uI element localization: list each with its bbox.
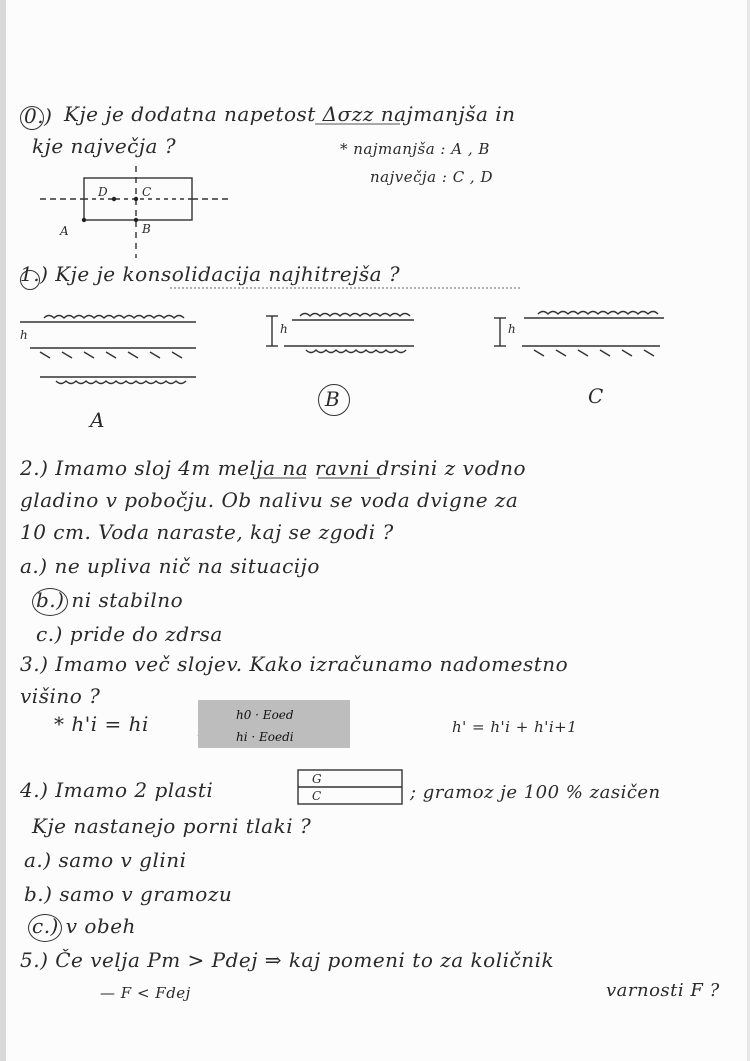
q4-line1-start: 4.) Imamo 2 plasti bbox=[20, 778, 214, 802]
q2-line2: gladino v pobočju. Ob nalivu se voda dvigne za bbox=[20, 488, 519, 512]
sketch-a-bottom-gravel bbox=[56, 381, 186, 384]
sketch-a bbox=[20, 316, 196, 384]
sketch-c-hatch bbox=[534, 350, 654, 356]
label-a: A bbox=[60, 224, 70, 238]
q3-fraction-denominator: hi · Eoedi bbox=[236, 730, 294, 744]
q2-line3: 10 cm. Voda naraste, kaj se zgodi ? bbox=[20, 520, 394, 544]
sketch-a-top-gravel bbox=[44, 316, 184, 319]
q2-option-b: b.) ni stabilno bbox=[36, 588, 184, 612]
sketch-b-top-gravel bbox=[300, 314, 410, 317]
q1-h-left: h bbox=[20, 328, 29, 342]
q4-option-a: a.) samo v glini bbox=[24, 848, 187, 872]
q1-question: 1.) Kje je konsolidacija najhitrejša ? bbox=[20, 262, 401, 286]
q1-h-right: h bbox=[508, 322, 517, 336]
q4-line2: Kje nastanejo porni tlaki ? bbox=[32, 814, 312, 838]
label-b: B bbox=[142, 222, 152, 236]
q4-box-top: G bbox=[312, 772, 323, 786]
q4-line1-end: ; gramoz je 100 % zasičen bbox=[410, 782, 661, 803]
q1-label-a: A bbox=[90, 408, 105, 432]
consolidation-sketches bbox=[20, 312, 664, 384]
q3-line2: višino ? bbox=[20, 684, 101, 708]
q3-line1: 3.) Imamo več slojev. Kako izračunamo nadomestno bbox=[20, 652, 569, 676]
q5-line2-end: varnosti F ? bbox=[606, 980, 720, 1001]
sketch-b-bottom-gravel bbox=[306, 350, 406, 353]
q5-line2-start: — F < Fdej bbox=[100, 984, 191, 1002]
label-c: C bbox=[142, 185, 152, 199]
q5-line1: 5.) Če velja Pm > Pdej ⇒ kaj pomeni to za količnik bbox=[20, 948, 555, 972]
q0-number: 0.) bbox=[24, 104, 53, 128]
q0-question-line1: Kje je dodatna napetost Δσzz najmanjša in bbox=[64, 102, 516, 126]
q0-question-line2: kje največja ? bbox=[32, 134, 177, 158]
point-a bbox=[82, 218, 86, 222]
q3-formula-left: * h'i = hi bbox=[54, 712, 149, 736]
q2-option-a: a.) ne upliva nič na situacijo bbox=[20, 554, 320, 578]
q2-line1: 2.) Imamo sloj 4m melja na ravni drsini z vodno bbox=[20, 456, 527, 480]
q0-answer-min: * najmanjša : A , B bbox=[340, 140, 490, 158]
q1-h-mid: h bbox=[280, 322, 289, 336]
q1-label-c: C bbox=[588, 384, 604, 408]
point-c bbox=[134, 197, 138, 201]
point-d bbox=[112, 197, 116, 201]
q2-option-c: c.) pride do zdrsa bbox=[36, 622, 223, 646]
q3-formula-right: h' = h'i + h'i+1 bbox=[452, 718, 578, 736]
q0-answer-max: največja : C , D bbox=[370, 168, 493, 186]
foundation-sketch bbox=[40, 166, 232, 258]
label-d: D bbox=[98, 185, 109, 199]
q4-box-bottom: C bbox=[312, 789, 322, 803]
point-b bbox=[134, 218, 138, 222]
q3-fraction-numerator: h0 · Eoed bbox=[236, 708, 294, 722]
sketch-a-hatch bbox=[40, 352, 182, 358]
foundation-points bbox=[82, 197, 138, 222]
q4-option-b: b.) samo v gramozu bbox=[24, 882, 233, 906]
q1-label-b: B bbox=[325, 387, 341, 411]
sketch-c bbox=[494, 312, 664, 357]
sketch-c-top-gravel bbox=[538, 312, 658, 315]
q4-option-c: c.) v obeh bbox=[32, 914, 136, 938]
